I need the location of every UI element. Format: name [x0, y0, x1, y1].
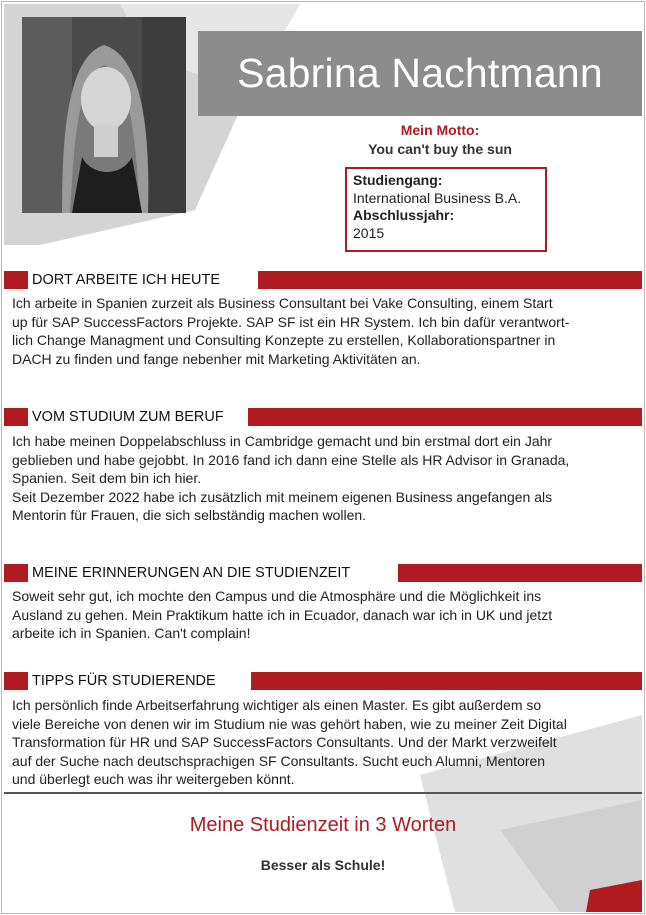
section-title: TIPPS FÜR STUDIERENDE [32, 673, 216, 689]
section-title: VOM STUDIUM ZUM BERUF [32, 409, 224, 425]
divider-line [4, 792, 642, 794]
header-bar-left [4, 271, 28, 289]
text-line: auf der Suche nach deutschsprachigen SF Consultants. Sucht euch Alumni, Mentoren [12, 752, 546, 769]
text-line: geblieben und habe gejobbt. In 2016 fand ich dann eine Stelle als HR Advisor in Granada, [12, 451, 570, 468]
motto-text: You can't buy the sun [368, 141, 512, 157]
section-title: DORT ARBEITE ICH HEUTE [32, 272, 220, 288]
text-line: lich Change Managment und Consulting Konzepte zu erstellen, Kollaborationspartner in [12, 332, 556, 348]
text-line: up für SAP SuccessFactors Projekte. SAP SF ist ein HR System. Ich bin dafür verantwort- [12, 313, 570, 330]
text-line: Spanien. Seit dem bin ich hier. [12, 470, 202, 486]
graduation-year-label: Abschlussjahr: [353, 207, 455, 223]
section-header-current-job [4, 271, 642, 289]
motto-label: Mein Motto: [400, 122, 480, 138]
program-label: Studiengang: [353, 172, 443, 188]
header-bar-right [398, 564, 642, 582]
section-text-current-job [12, 294, 634, 368]
section-text-memories [12, 587, 634, 643]
text-line: DACH zu finden und fange nebenher mit Marketing Aktivitäten an. [12, 350, 421, 367]
study-info-box [345, 167, 547, 252]
section-text-tips [12, 696, 634, 789]
text-line: Ich persönlich finde Arbeitserfahrung wichtiger als einen Master. Es gibt außerdem so [12, 697, 542, 713]
program-value: International Business B.A. [353, 190, 522, 206]
header-bar-left [4, 408, 28, 426]
text-line: Ich arbeite in Spanien zurzeit als Business Consultant bei Vake Consulting, einem Start [12, 295, 553, 311]
text-line: Ich habe meinen Doppelabschluss in Cambridge gemacht und bin erstmal dort ein Jahr [12, 433, 553, 449]
header-bar-left [4, 564, 28, 582]
text-line: Ausland zu gehen. Mein Praktikum hatte ich in Ecuador, danach war ich in UK und jetzt [12, 606, 553, 623]
graduation-year-value: 2015 [353, 225, 385, 241]
section-header-tips [4, 672, 642, 690]
section-header-memories [4, 564, 642, 582]
header-bar-left [4, 672, 28, 690]
header-bar-right [248, 408, 642, 426]
text-line: Mentorin für Frauen, die sich selbständig machen wollen. [12, 507, 367, 523]
text-line: Soweit sehr gut, ich mochte den Campus und die Atmosphäre und die Möglichkeit ins [12, 588, 542, 604]
header-bar-right [251, 672, 642, 690]
text-line: viele Bereiche von denen wir im Studium nie was gehört haben, wie zu meiner Zeit Digital [12, 715, 567, 732]
text-line: Seit Dezember 2022 habe ich zusätzlich mit meinem eigenen Business angefangen als [12, 488, 553, 505]
portrait-photo [22, 17, 186, 213]
section-text-study-to-career [12, 432, 634, 525]
person-name: Sabrina Nachtmann [237, 50, 603, 96]
text-line: arbeite ich in Spanien. Can't complain! [12, 625, 251, 641]
section-header-study-to-career [4, 408, 642, 426]
section-title: MEINE ERINNERUNGEN AN DIE STUDIENZEIT [32, 565, 351, 581]
three-words-title: Meine Studienzeit in 3 Worten [189, 814, 457, 836]
three-words-text: Besser als Schule! [260, 857, 386, 873]
text-line: Transformation für HR und SAP SuccessFactors Consultants. Und der Markt verzweifelt [12, 734, 557, 750]
header-bar-right [258, 271, 642, 289]
name-banner [198, 31, 642, 116]
text-line: und überlegt euch was ihr weitergeben könnt. [12, 771, 295, 787]
